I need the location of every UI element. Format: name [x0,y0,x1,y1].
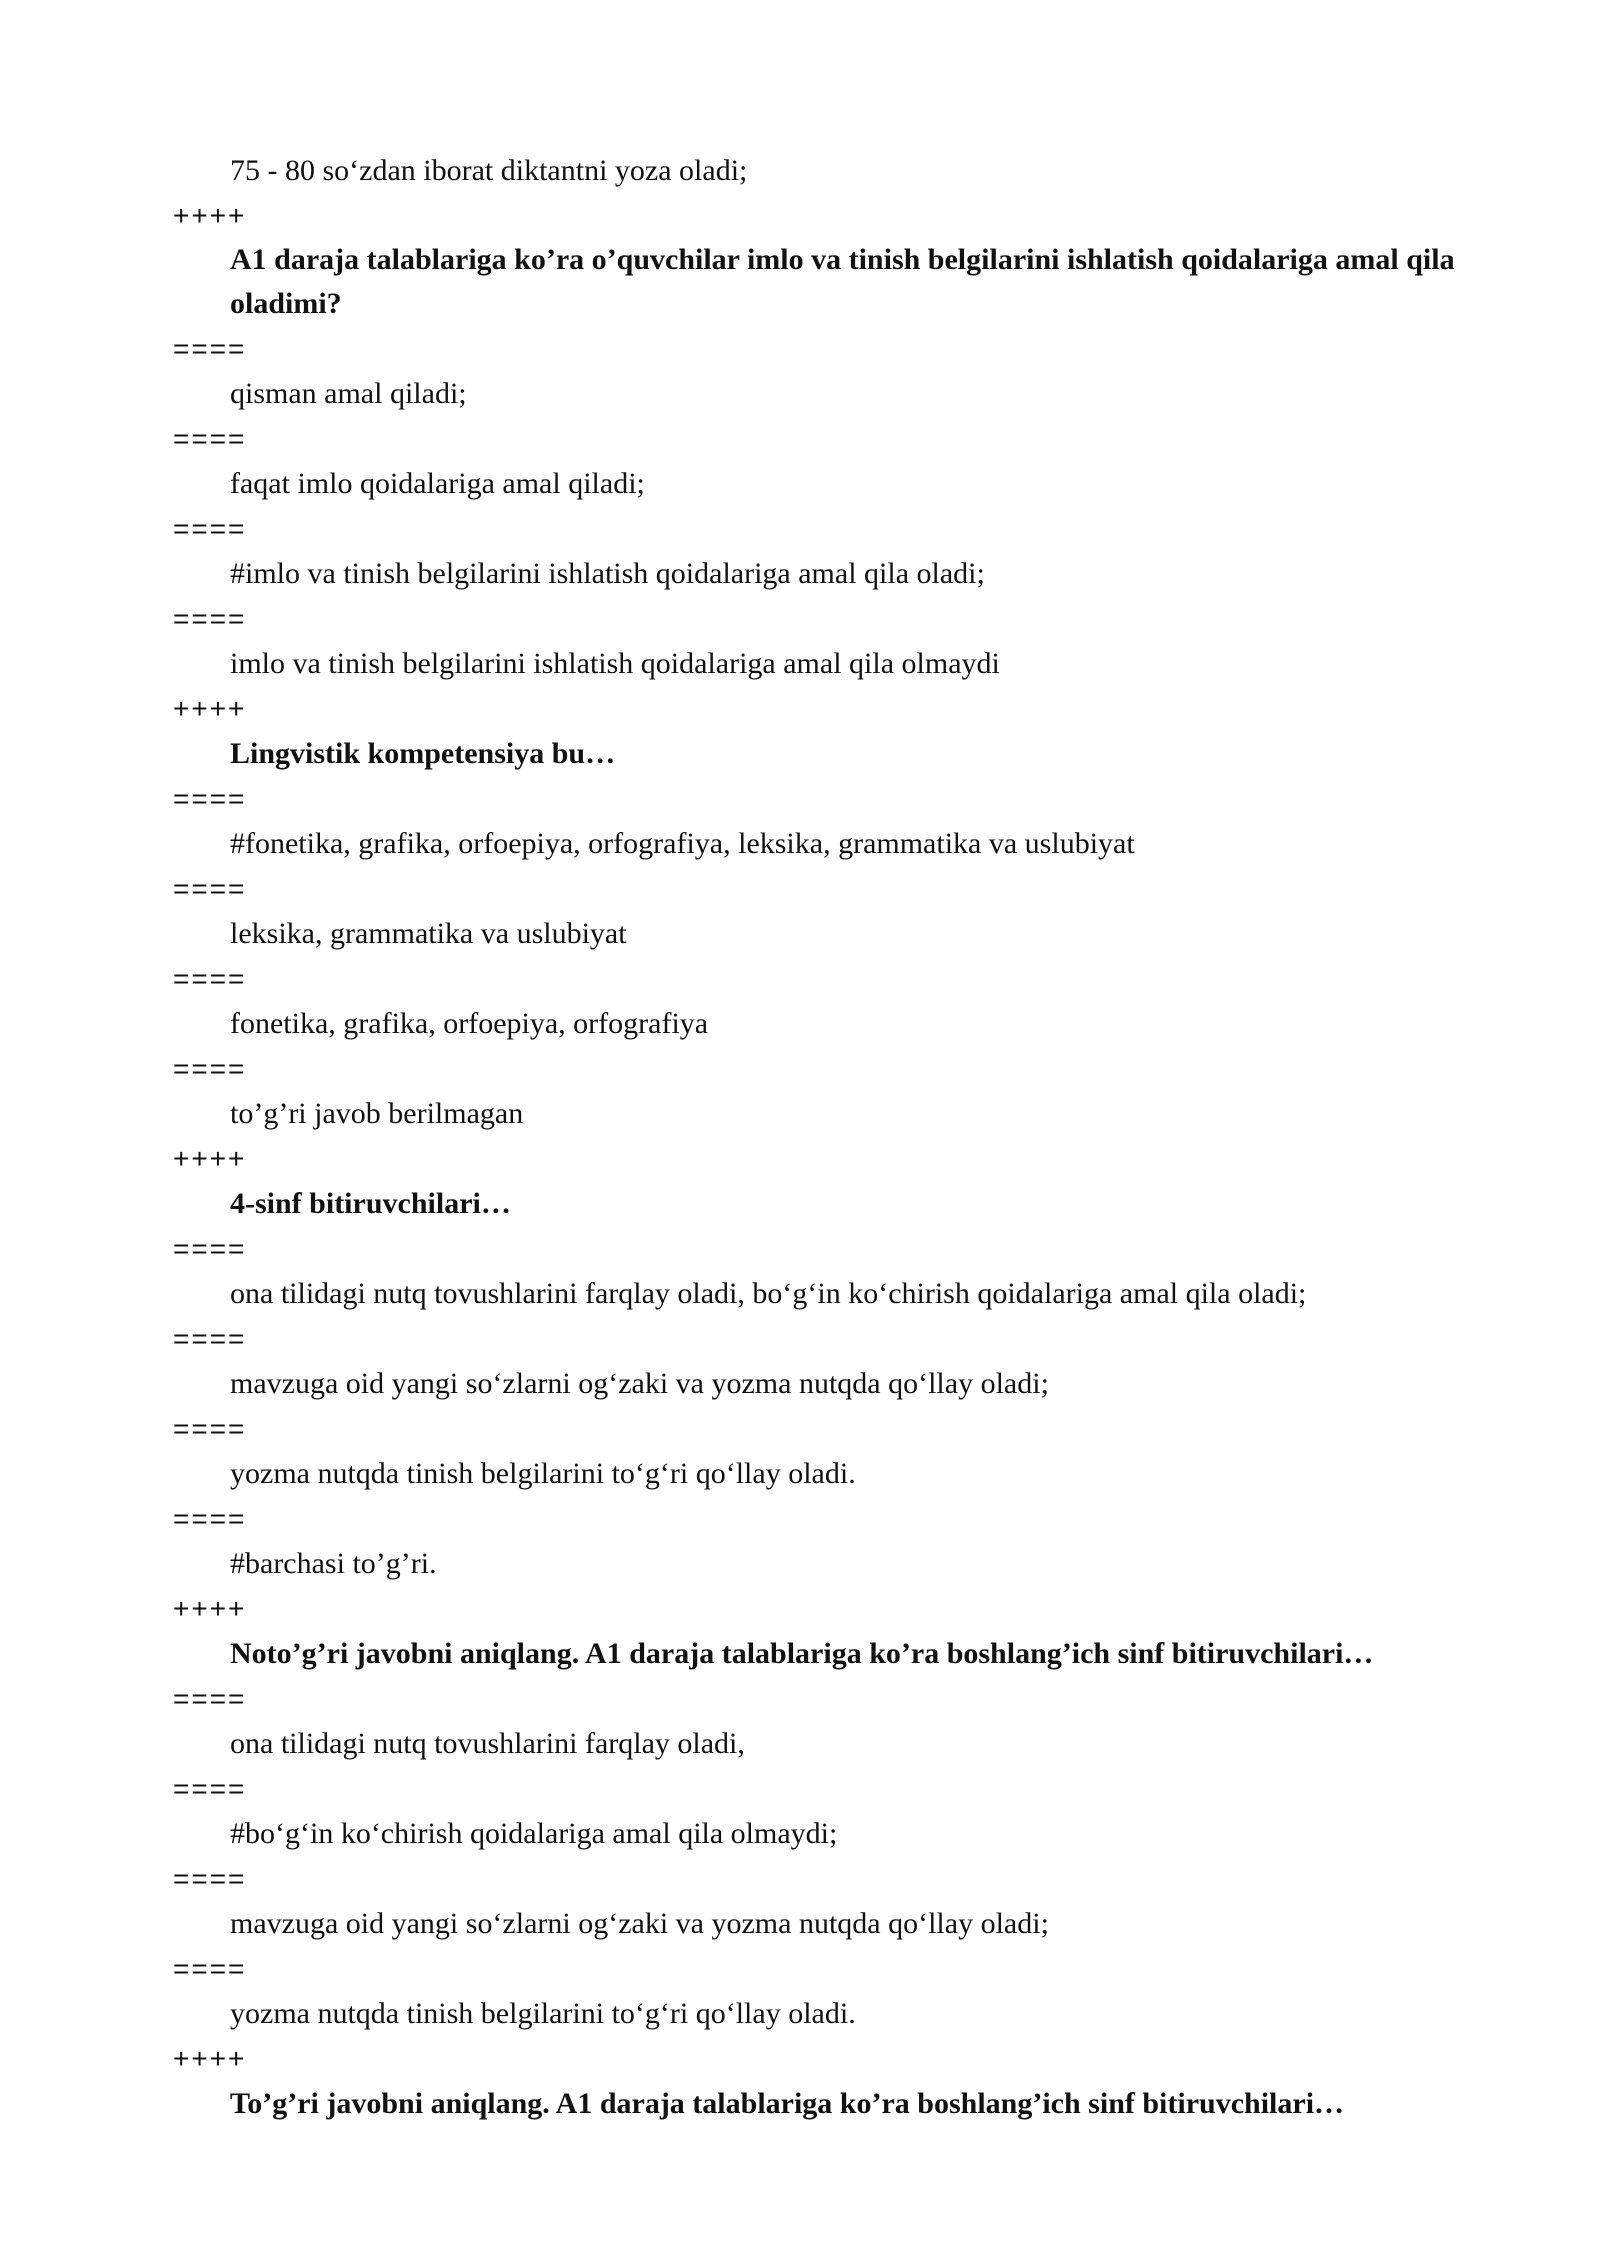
separator-line: ++++ [173,693,247,724]
separator-line: ++++ [173,200,247,231]
answer-option: 75 - 80 so‘zdan iborat diktantni yoza oladi; [230,154,748,187]
separator-line: ==== [173,603,247,634]
separator-line: ==== [173,1863,247,1894]
separator-line: ==== [173,1413,247,1444]
separator-line: ==== [173,1773,247,1804]
separator-line: ==== [173,1683,247,1714]
answer-option: qisman amal qiladi; [230,377,467,410]
answer-option: ona tilidagi nutq tovushlarini farqlay oladi, [230,1727,745,1760]
answer-option: mavzuga oid yangi so‘zlarni og‘zaki va yozma nutqda qo‘llay oladi; [230,1907,1049,1940]
separator-line: ==== [173,783,247,814]
document-page [0,148,1600,2126]
question-text: Noto’g’ri javobni aniqlang. A1 daraja talablariga ko’ra boshlang’ich sinf bitiruvchilari… [230,1637,1374,1670]
separator-line: ==== [173,1323,247,1354]
question-text: Lingvistik kompetensiya bu… [230,737,616,770]
answer-option: ona tilidagi nutq tovushlarini farqlay oladi, bo‘g‘in ko‘chirish qoidalariga amal qila oladi; [230,1277,1307,1310]
separator-line: ==== [173,1503,247,1534]
answer-option: yozma nutqda tinish belgilarini to‘g‘ri qo‘llay oladi. [230,1457,856,1490]
separator-line: ++++ [173,1593,247,1624]
separator-line: ==== [173,513,247,544]
answer-option: to’g’ri javob berilmagan [230,1097,524,1130]
answer-option: mavzuga oid yangi so‘zlarni og‘zaki va yozma nutqda qo‘llay oladi; [230,1367,1049,1400]
separator-line: ++++ [173,2043,247,2074]
separator-line: ==== [173,873,247,904]
answer-option: #bo‘g‘in ko‘chirish qoidalariga amal qila olmaydi; [230,1817,838,1850]
separator-line: ==== [173,423,247,454]
answer-option: #barchasi to’g’ri. [230,1547,437,1580]
question-text: A1 daraja talablariga ko’ra o’quvchilar imlo va tinish belgilarini ishlatish qoidalariga amal qila oladimi? [230,243,1455,320]
answer-option: imlo va tinish belgilarini ishlatish qoidalariga amal qila olmaydi [230,647,1000,680]
separator-line: ++++ [173,1143,247,1174]
answer-option: faqat imlo qoidalariga amal qiladi; [230,467,645,500]
answer-option: leksika, grammatika va uslubiyat [230,917,627,950]
answer-option: #fonetika, grafika, orfoepiya, orfografiya, leksika, grammatika va uslubiyat [230,827,1135,860]
separator-line: ==== [173,1953,247,1984]
separator-line: ==== [173,1233,247,1264]
question-text: To’g’ri javobni aniqlang. A1 daraja talablariga ko’ra boshlang’ich sinf bitiruvchilari… [230,2087,1345,2120]
answer-option: fonetika, grafika, orfoepiya, orfografiya [230,1007,709,1040]
separator-line: ==== [173,1053,247,1084]
separator-line: ==== [173,333,247,364]
answer-option: yozma nutqda tinish belgilarini to‘g‘ri qo‘llay oladi. [230,1997,856,2030]
separator-line: ==== [173,963,247,994]
question-text: 4-sinf bitiruvchilari… [230,1187,511,1220]
answer-option: #imlo va tinish belgilarini ishlatish qoidalariga amal qila oladi; [230,557,985,590]
